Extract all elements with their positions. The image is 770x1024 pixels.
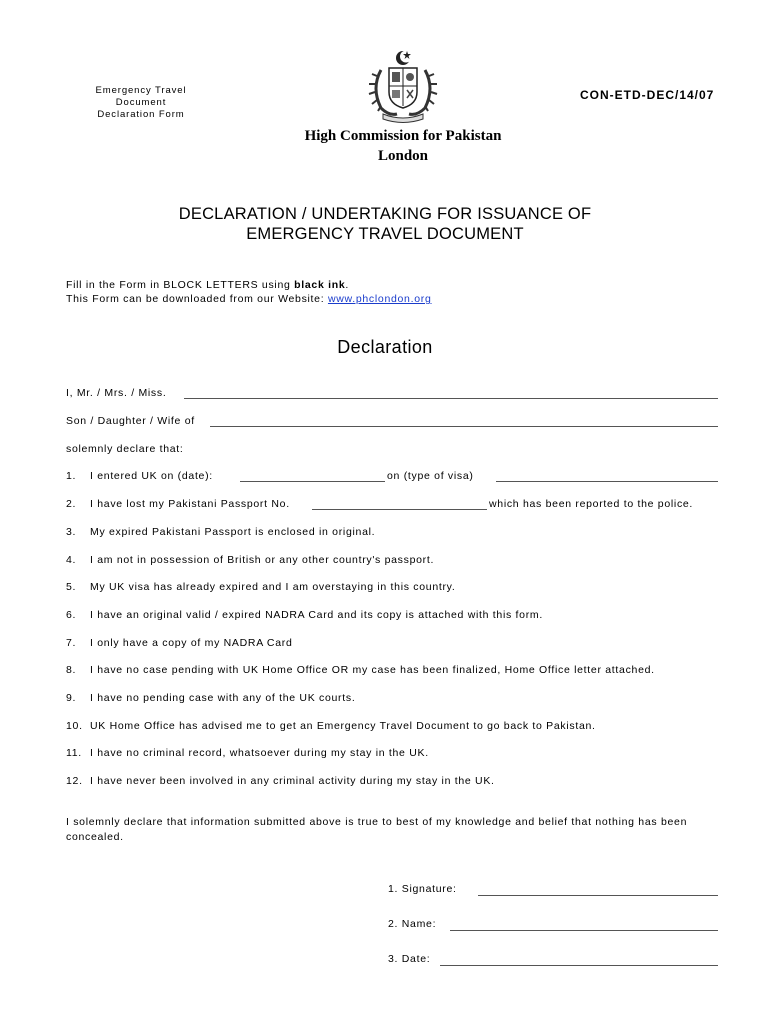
declaration-item-1: [66, 469, 213, 483]
item-number: 4.: [66, 554, 77, 566]
declaration-item: [66, 553, 434, 567]
police-report-text: which has been reported to the police.: [489, 498, 694, 510]
item-text: I have no pending case with any of the UK courts.: [90, 692, 356, 704]
organization-heading: [250, 126, 556, 166]
item-text: I only have a copy of my NADRA Card: [90, 637, 293, 649]
entry-date-field[interactable]: [240, 481, 385, 482]
visa-type-label: on (type of visa): [387, 470, 474, 482]
name-label: I, Mr. / Mrs. / Miss.: [66, 387, 167, 399]
item-number: 6.: [66, 609, 77, 621]
website-link[interactable]: www.phclondon.org: [327, 293, 432, 305]
declaration-item: [66, 525, 375, 539]
item-number: 8.: [66, 664, 77, 676]
signature-label: 1. Signature:: [388, 883, 457, 895]
item-number: 9.: [66, 692, 77, 704]
form-type-line: Emergency Travel: [95, 85, 187, 96]
item-text: I have no criminal record, whatsoever during my stay in the UK.: [90, 747, 429, 759]
relation-field[interactable]: [210, 426, 718, 427]
relation-row: [66, 414, 195, 428]
document-title-line: DECLARATION / UNDERTAKING FOR ISSUANCE OF: [178, 205, 592, 223]
item-text: My expired Pakistani Passport is enclosed in original.: [90, 526, 376, 538]
declaration-item: [66, 636, 293, 650]
name-row: [66, 386, 166, 400]
declaration-item-2: [66, 497, 290, 511]
organization-city: London: [377, 148, 429, 164]
organization-name: High Commission for Pakistan: [304, 128, 502, 144]
instructions: [66, 278, 432, 306]
signature-name-field[interactable]: [450, 930, 718, 931]
closing-statement: I solemnly declare that information submitted above is true to best of my knowledge and belief that nothing has been concealed.: [66, 816, 688, 843]
item-number: 3.: [66, 526, 77, 538]
declaration-heading: Declaration: [337, 337, 433, 357]
document-title-line: EMERGENCY TRAVEL DOCUMENT: [246, 225, 524, 243]
visa-type-field[interactable]: [496, 481, 718, 482]
item-number: 5.: [66, 581, 77, 593]
entry-date-label: I entered UK on (date):: [90, 470, 213, 482]
item-number: 11.: [66, 747, 82, 759]
instructions-text: This Form can be downloaded from our Website:: [66, 293, 328, 305]
declaration-item: [66, 691, 355, 705]
item-number: 7.: [66, 637, 77, 649]
relation-label: Son / Daughter / Wife of: [66, 415, 195, 427]
item-number: 2.: [66, 498, 77, 510]
item-text: I am not in possession of British or any other country's passport.: [90, 554, 435, 566]
instructions-line: [66, 292, 432, 306]
name-field[interactable]: [184, 398, 718, 399]
item-number: 10.: [66, 720, 83, 732]
declaration-item: [66, 580, 455, 594]
item-text: I have no case pending with UK Home Office OR my case has been finalized, Home Office letter attached.: [90, 664, 655, 676]
document-title: [100, 204, 670, 244]
instructions-text: Fill in the Form in BLOCK LETTERS using: [66, 279, 295, 291]
form-type-label: [78, 85, 204, 121]
passport-number-label: I have lost my Pakistani Passport No.: [90, 498, 290, 510]
passport-number-field[interactable]: [312, 509, 487, 510]
item-text: UK Home Office has advised me to get an Emergency Travel Document to go back to Pakistan.: [90, 720, 596, 732]
reference-code: CON-ETD-DEC/14/07: [580, 88, 715, 102]
declaration-item: [66, 608, 543, 622]
item-number: 12.: [66, 775, 83, 787]
pakistan-emblem-icon: [367, 48, 439, 124]
instructions-bold-text: black ink: [294, 279, 346, 291]
instructions-line: [66, 278, 432, 292]
form-type-line: Declaration Form: [97, 109, 185, 120]
item-text: I have never been involved in any criminal activity during my stay in the UK.: [90, 775, 495, 787]
date-field[interactable]: [440, 965, 718, 966]
signature-field[interactable]: [478, 895, 718, 896]
item-text: I have an original valid / expired NADRA Card and its copy is attached with this form.: [90, 609, 543, 621]
item-text: My UK visa has already expired and I am overstaying in this country.: [90, 581, 456, 593]
declaration-item: [66, 663, 655, 677]
solemnly-declare-label: solemnly declare that:: [66, 443, 184, 455]
instructions-text: .: [345, 279, 350, 291]
form-type-line: Document: [115, 97, 167, 108]
date-label: 3. Date:: [388, 953, 431, 965]
declaration-item: [66, 746, 429, 760]
declaration-item: [66, 719, 596, 733]
item-number: 1.: [66, 470, 77, 482]
name-label-signature: 2. Name:: [388, 918, 437, 930]
declaration-item: [66, 774, 495, 788]
